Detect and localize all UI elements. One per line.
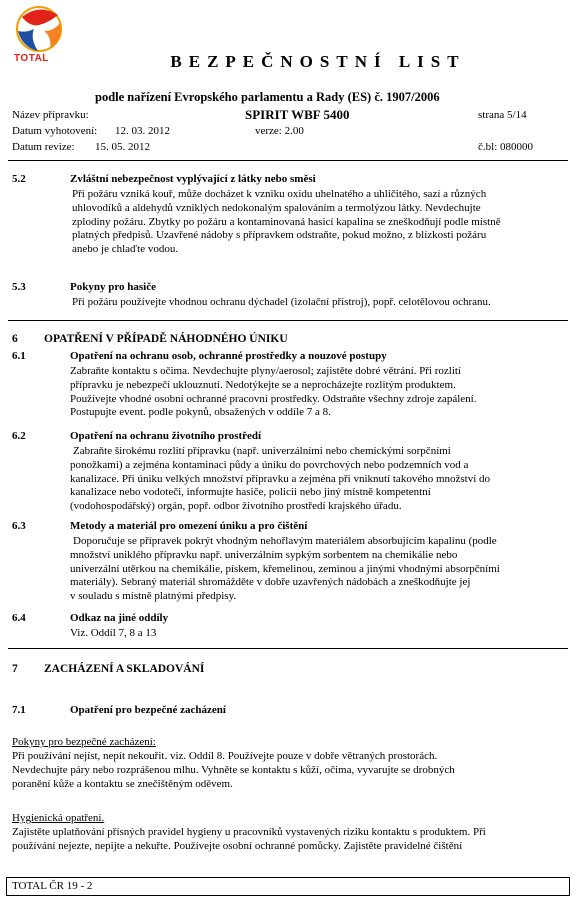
section-number: 6.4 [12,612,26,624]
section-number: 5.2 [12,173,26,185]
section-number: 6.1 [12,350,26,362]
regulation-subtitle: podle nařízení Evropského parlamentu a Rady (ES) č. 1907/2006 [95,90,440,104]
section-number: 7.1 [12,704,26,716]
section-heading: Opatření na ochranu životního prostředí [70,430,262,442]
section-text: Viz. Oddíl 7, 8 a 13 [70,627,157,639]
section-number: 6.2 [12,430,26,442]
divider [8,160,568,161]
section-text: Zabraňte širokému rozlití přípravku (např. univerzálními nebo chemickými sorpčními ponožkami) a zejména kontaminaci půdy a úniku do povrchových nebo podzemních vod a kanalizace. Při úniku velkých množství přípravku a zejména při vniknutí takového množství do kanalizace nebo vodoteči, informujte hasiče, policii nebo jiný místně kompetentní (vodohospodářský) orgán, popř. odbor životního prostředí krajského úřadu. [70,445,491,513]
section-text: Doporučuje se přípravek pokrýt vhodným nehořlavým materiálem absorbujícím kapalinu (podle množství uniklého přípravku např. univerzálním sypkým sorbentem na chemikálie nebo univerzální utěrkou na chemikálie, pískem, křemelinou, zeminou a jinými vhodnými absorpčními materiály). Sebraný materiál shromážděte v dobře uzavřených nádobách a zneškodňujte jej v souladu s místně platnými předpisy. [70,535,500,603]
section-number: 5.3 [12,281,26,293]
chapter-heading: OPATŘENÍ V PŘÍPADĚ NÁHODNÉHO ÚNIKU [44,333,288,345]
revision-label: Datum revize: [12,141,75,153]
subheading: Pokyny pro bezpečné zacházení: [12,736,156,748]
hygiene-measures: Hygienická opatření. Zajistěte uplatňování přísných pravidel hygieny u pracovníků vystavených riziku kontaktu s produktem. Při používání nejezte, nepijte a nekuřte. Používejte osobní ochranné pomůcky. Zajistěte pravidelné čištění [12,811,567,853]
section-heading: Metody a materiál pro omezení úniku a pro čištění [70,520,308,532]
chapter-number: 6 [12,333,18,345]
sheet-number: č.bl: 080000 [478,141,533,153]
logo-wordmark: TOTAL [14,53,49,64]
section-heading: Opatření pro bezpečné zacházení [70,704,226,716]
version: verze: 2.00 [255,125,304,137]
page-number: strana 5/14 [478,109,527,121]
product-label: Název přípravku: [12,109,89,121]
handling-instructions: Pokyny pro bezpečné zacházení: Při používání nejíst, nepít nekouřit. viz. Oddíl 8. Používejte pouze v dobře větraných prostorách. Nevdechujte páry nebo rozprášenou mlhu. Vyhněte se kontaktu s kůží, očima, vyvarujte se drobných poranění kůže a kontaktu se znečištěným oděvem. [12,735,567,791]
document-title: BEZPEČNOSTNÍ LIST [170,52,466,71]
revision-date: 15. 05. 2012 [95,141,150,153]
footer-text: TOTAL ČR 19 - 2 [12,880,93,892]
divider [8,648,568,649]
section-text: Při požáru používejte vhodnou ochranu dýchadel (izolační přístroj), popř. celotělovou ochranu. [72,296,491,308]
subheading: Hygienická opatření. [12,812,105,824]
product-name: SPIRIT WBF 5400 [245,107,350,122]
section-heading: Pokyny pro hasiče [70,281,156,293]
issued-label: Datum vyhotovení: [12,125,98,137]
section-number: 6.3 [12,520,26,532]
section-heading: Zvláštní nebezpečnost vyplývající z látky nebo směsi [70,173,316,185]
issued-date: 12. 03. 2012 [115,125,170,137]
section-text: Zabraňte kontaktu s očima. Nevdechujte plyny/aerosol; zajistěte dobré větrání. Při rozlití přípravku je nebezpečí uklouznutí. Nedotýkejte se a neprocházejte rozlitým produktem. Používejte vhodné osobní ochranné pracovní prostředky. Odstraňte všechny zdroje zapálení. Postupujte event. podle pokynů, obsažených v oddíle 7 a 8. [70,365,477,419]
section-heading: Opatření na ochranu osob, ochranné prostředky a nouzové postupy [70,350,387,362]
divider [8,320,568,321]
section-heading: Odkaz na jiné oddíly [70,612,169,624]
chapter-number: 7 [12,663,18,675]
section-text: Při požáru vzniká kouř, může docházet k vzniku oxidu uhelnatého a uhličitého, sazí a různých uhlovodíků a aldehydů vzniklých nedokonalým spalováním a termolýzou látky. Nevdechujte zplodiny požáru. Zbytky po požáru a kontaminovaná hasicí kapalina se zneškodňují podle místně platných předpisů. Uzavřené nádoby s přípravkem odstraňte, pokud možno, z blízkosti požáru anebo je chlaďte vodou. [72,188,501,256]
chapter-heading: ZACHÁZENÍ A SKLADOVÁNÍ [44,663,205,675]
